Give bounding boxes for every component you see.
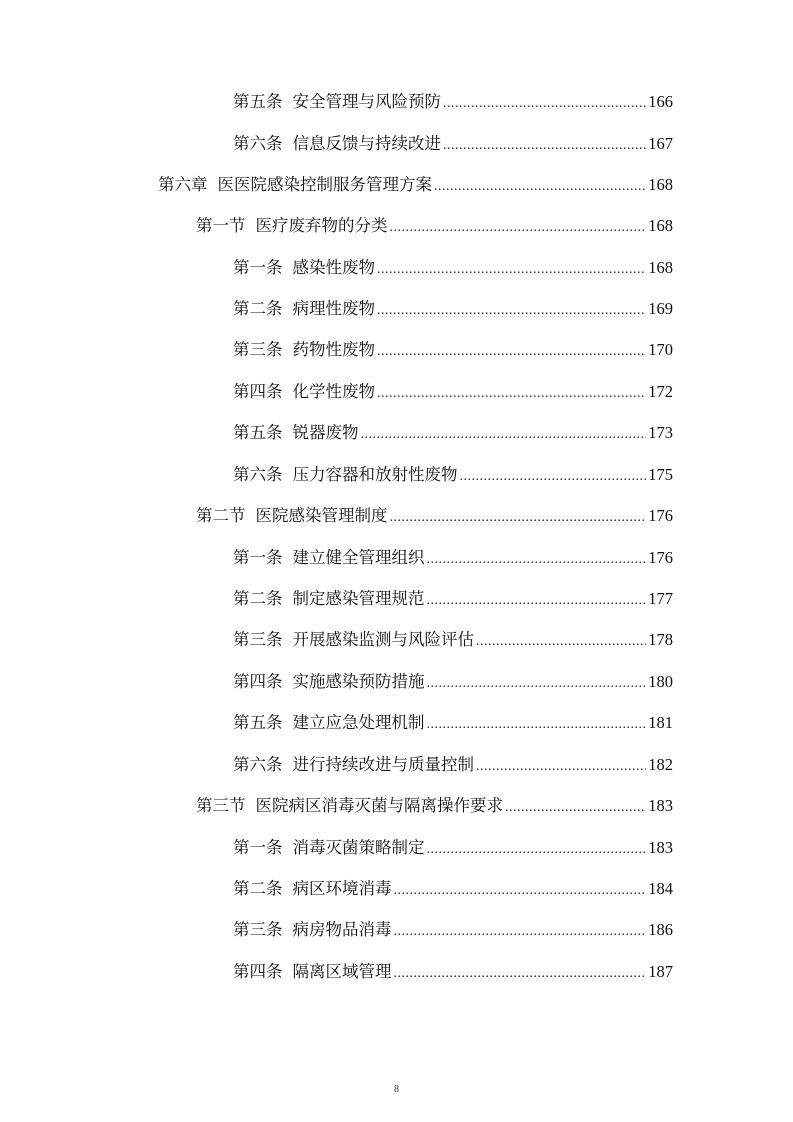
page-number: 8 (394, 1084, 399, 1095)
dot-leader (377, 340, 646, 364)
toc-entry-section[interactable] (196, 794, 673, 818)
toc-entry-title: 医医院感染控制服务管理方案 (217, 175, 432, 194)
dot-leader (434, 175, 646, 199)
toc-entry-title: 医疗废弃物的分类 (255, 216, 388, 235)
toc-entry[interactable] (233, 711, 673, 735)
dot-leader (443, 134, 646, 158)
toc-entry-page: 173 (648, 423, 673, 442)
toc-entry-page: 187 (648, 962, 673, 981)
toc-entry-number: 第六条 (233, 465, 283, 484)
toc-entry-title: 制定感染管理规范 (292, 589, 425, 608)
toc-entry[interactable] (233, 463, 673, 487)
toc-entry-number: 第六条 (233, 134, 283, 153)
toc-entry-page: 183 (648, 838, 673, 857)
dot-leader (427, 713, 647, 737)
toc-entry-page: 175 (648, 465, 673, 484)
toc-entry[interactable] (233, 918, 673, 942)
toc-entry-number: 第三条 (233, 920, 283, 939)
toc-entry-number: 第一条 (233, 838, 283, 857)
toc-entry[interactable] (233, 338, 673, 362)
toc-entry-page: 176 (648, 506, 673, 525)
dot-leader (394, 962, 647, 986)
toc-entry[interactable] (233, 836, 673, 860)
toc-entry-section[interactable] (196, 504, 673, 528)
toc-entry-number: 第五条 (233, 92, 283, 111)
dot-leader (394, 879, 647, 903)
toc-entry[interactable] (233, 90, 673, 114)
dot-leader (390, 216, 647, 240)
toc-entry[interactable] (233, 380, 673, 404)
toc-entry[interactable] (233, 256, 673, 280)
toc-entry-number: 第四条 (233, 672, 283, 691)
toc-entry-title: 病房物品消毒 (292, 920, 392, 939)
toc-entry-page: 168 (648, 175, 673, 194)
toc-entry-title: 信息反馈与持续改进 (292, 134, 441, 153)
dot-leader (377, 258, 646, 282)
toc-entry-page: 166 (648, 92, 673, 111)
toc-entry-page: 183 (648, 796, 673, 815)
toc-entry-page: 170 (648, 340, 673, 359)
toc-entry-section[interactable] (196, 214, 673, 238)
dot-leader (476, 755, 646, 779)
dot-leader (390, 506, 647, 530)
dot-leader (505, 796, 646, 820)
toc-entry-title: 建立应急处理机制 (292, 713, 425, 732)
toc-entry-page: 176 (648, 548, 673, 567)
toc-entry[interactable] (233, 628, 673, 652)
toc-entry-page: 186 (648, 920, 673, 939)
dot-leader (476, 630, 646, 654)
toc-entry-title: 病区环境消毒 (292, 879, 392, 898)
toc-entry-number: 第六章 (158, 175, 208, 194)
toc-entry-page: 184 (648, 879, 673, 898)
toc-entry[interactable] (233, 960, 673, 984)
toc-entry-page: 177 (648, 589, 673, 608)
toc-entry-chapter[interactable] (158, 173, 673, 197)
toc-entry-page: 181 (648, 713, 673, 732)
toc-entry-number: 第二条 (233, 879, 283, 898)
dot-leader (377, 382, 646, 406)
toc-entry-number: 第二条 (233, 299, 283, 318)
toc-entry-page: 178 (648, 630, 673, 649)
toc-entry-number: 第六条 (233, 755, 283, 774)
dot-leader (394, 920, 647, 944)
toc-entry-number: 第三条 (233, 340, 283, 359)
toc-entry-title: 锐器废物 (292, 423, 359, 442)
toc-entry-title: 建立健全管理组织 (292, 548, 425, 567)
toc-entry-page: 180 (648, 672, 673, 691)
toc-entry[interactable] (233, 670, 673, 694)
dot-leader (427, 589, 647, 613)
toc-entry[interactable] (233, 421, 673, 445)
toc-entry-title: 隔离区域管理 (292, 962, 392, 981)
toc-entry-title: 进行持续改进与质量控制 (292, 755, 474, 774)
toc-entry-number: 第一条 (233, 548, 283, 567)
toc-entry-number: 第二节 (196, 506, 246, 525)
toc-entry-number: 第四条 (233, 962, 283, 981)
dot-leader (460, 465, 647, 489)
toc-entry-number: 第五条 (233, 713, 283, 732)
dot-leader (427, 672, 647, 696)
toc-entry-page: 182 (648, 755, 673, 774)
toc-entry-title: 化学性废物 (292, 382, 375, 401)
toc-entry-page: 167 (648, 134, 673, 153)
toc-entry-title: 开展感染监测与风险评估 (292, 630, 474, 649)
toc-entry[interactable] (233, 587, 673, 611)
toc-entry-number: 第一条 (233, 258, 283, 277)
toc-entry-number: 第五条 (233, 423, 283, 442)
toc-entry-title: 压力容器和放射性废物 (292, 465, 458, 484)
toc-entry-title: 药物性废物 (292, 340, 375, 359)
toc-entry[interactable] (233, 753, 673, 777)
toc-entry-number: 第四条 (233, 382, 283, 401)
dot-leader (427, 548, 647, 572)
dot-leader (361, 423, 647, 447)
dot-leader (443, 92, 646, 116)
toc-entry[interactable] (233, 546, 673, 570)
dot-leader (377, 299, 646, 323)
toc-entry-page: 172 (648, 382, 673, 401)
toc-entry[interactable] (233, 132, 673, 156)
toc-entry-number: 第二条 (233, 589, 283, 608)
toc-entry-title: 医院感染管理制度 (255, 506, 388, 525)
toc-entry-page: 168 (648, 258, 673, 277)
toc-entry-number: 第三条 (233, 630, 283, 649)
toc-entry-page: 168 (648, 216, 673, 235)
toc-entry[interactable] (233, 297, 673, 321)
toc-entry-title: 感染性废物 (292, 258, 375, 277)
toc-entry[interactable] (233, 877, 673, 901)
toc-entry-title: 安全管理与风险预防 (292, 92, 441, 111)
toc-entry-page: 169 (648, 299, 673, 318)
toc-entry-title: 病理性废物 (292, 299, 375, 318)
toc-entry-title: 消毒灭菌策略制定 (292, 838, 425, 857)
toc-entry-title: 医院病区消毒灭菌与隔离操作要求 (255, 796, 503, 815)
toc-entry-number: 第一节 (196, 216, 246, 235)
toc-entry-number: 第三节 (196, 796, 246, 815)
dot-leader (427, 838, 647, 862)
toc-entry-title: 实施感染预防措施 (292, 672, 425, 691)
